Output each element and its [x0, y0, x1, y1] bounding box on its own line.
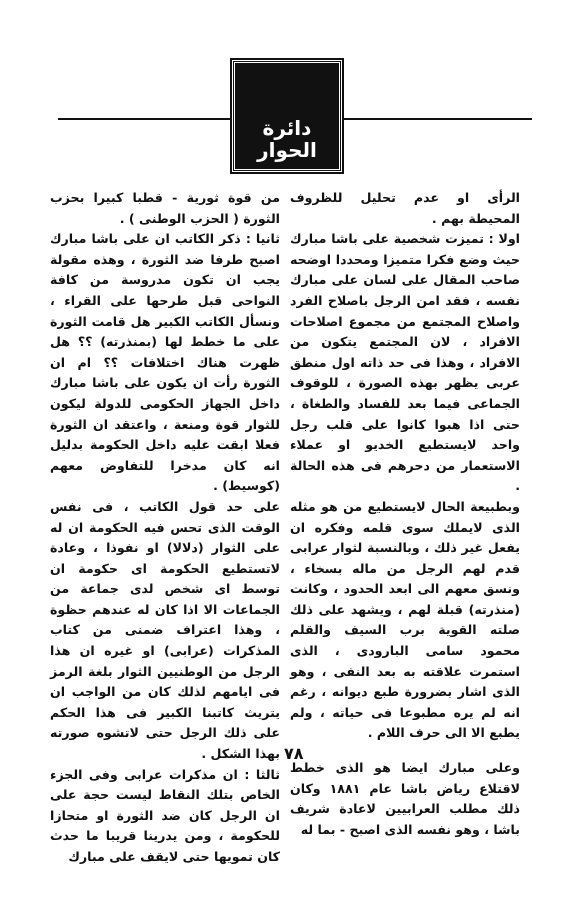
paragraph: الرأى او عدم تحليل للظروف المحيطة بهم . [290, 190, 520, 226]
section-title-line2: الحوار [257, 138, 317, 162]
paragraph: على حد قول الكاتب ، فى نفس الوقت الذى تحس فيه الحكومة ان له على الثوار (دلالا) او نفوذا ، وعادة لاتستطيع الحكومة اى حكومة ان توسط اى شخص لدى جماعة من الجماعات الا اذا كان له عندهم حظوة ، وهذا اعتراف ضمنى من كتاب المذكرات (عرابى) او غيره ان هذا الرجل من الوطنيين الثوار بلغة الرمز فى ايامهم لذلك كان من الواجب ان يتريث كاتبنا الكبير فى هذا الحكم على ذلك الرجل حتى لاتشوه صورته بهذا الشكل . [50, 498, 280, 762]
paragraph: من قوة ثورية - قطبا كبيرا بحزب الثورة ( الحزب الوطنى ) . [50, 190, 280, 226]
section-title-line1: دائرة [262, 116, 312, 140]
right-text-column [290, 188, 520, 840]
page-number: ٧٨ [284, 744, 304, 763]
paragraph: ثالثا : ان مذكرات عرابى وفى الجزء الخاص بتلك النقاط ليست حجة على ان الرجل كان ضد الثورة او متحازا للحكومة ، ومن يدرينا قريبا ما حدث كان تمويها حتى لايقف على مبارك [50, 766, 280, 864]
paragraph: وعلى مبارك ايضا هو الذى خطط لاقتلاع رياض باشا عام ١٨٨١ وكان ذلك مطلب العرابيين لاعادة شريف باشا ، وهو نفسه الذى اصبح - بما له [290, 760, 521, 837]
paragraph: اولا : تميزت شخصية على باشا مبارك حيث وضع فكرا متميزا ومحددا اوضحه صاحب المقال على لسان على مبارك نفسه ، فقد امن الرجل باصلاح الفرد واصلاح المجتمع من مجموع اصلاحات الافراد ، لان المجتمع يتكون من الافراد ، وهذا فى حد ذاته اول منطق عربى يظهر بهذه الصورة ، للوقوف الجماعى فيما بعد للفساد والطغاة ، حتى اذا هبوا كانوا على قلب رجل واحد لايستطيع الخديو او عملاء الاستعمار من دحرهم فى هذه الحالة . [290, 231, 520, 494]
left-text-column [50, 188, 280, 868]
section-title-box [232, 60, 342, 172]
paragraph: ثانيا : ذكر الكاتب ان على باشا مبارك اصبح طرفا ضد الثورة ، وهذه مقولة يجب ان تكون مدروسة من كافة النواحى قبل طرحها على القراء ، ونسأل الكاتب الكبير هل قامت الثورة على ما خطط لها (بمنذرته) ؟؟ هل ظهرت هناك اختلافات ؟؟ ام ان الثورة رأت ان يكون على باشا مبارك داخل الجهاز الحكومى للدولة ليكون للثوار قوة ومنعة ، واعتقد ان الثورة فعلا ابقت عليه داخل الحكومة بدليل انه كان مدخرا للتفاوض معهم (كوسيط) . [50, 231, 280, 494]
paragraph: وبطبيعة الحال لايستطيع من هو مثله الذى لايملك سوى قلمه وفكره ان يفعل غير ذلك ، وبالنسبة لثوار عرابى قدم لهم الرجل من ماله بسخاء ، ونسق معهم الى ابعد الحدود ، وكانت (منذرته) قبلة لهم ، ويشهد على ذلك صلته القوية برب السيف والقلم محمود سامى البارودى ، الذى استمرت علاقته به بعد النفى ، وهو الذى اشار بضرورة طبع ديوانه ، رغم انه لم يره مطبوعا فى حياته ، ولم يطبع الا الى حرف اللام . [290, 498, 520, 741]
